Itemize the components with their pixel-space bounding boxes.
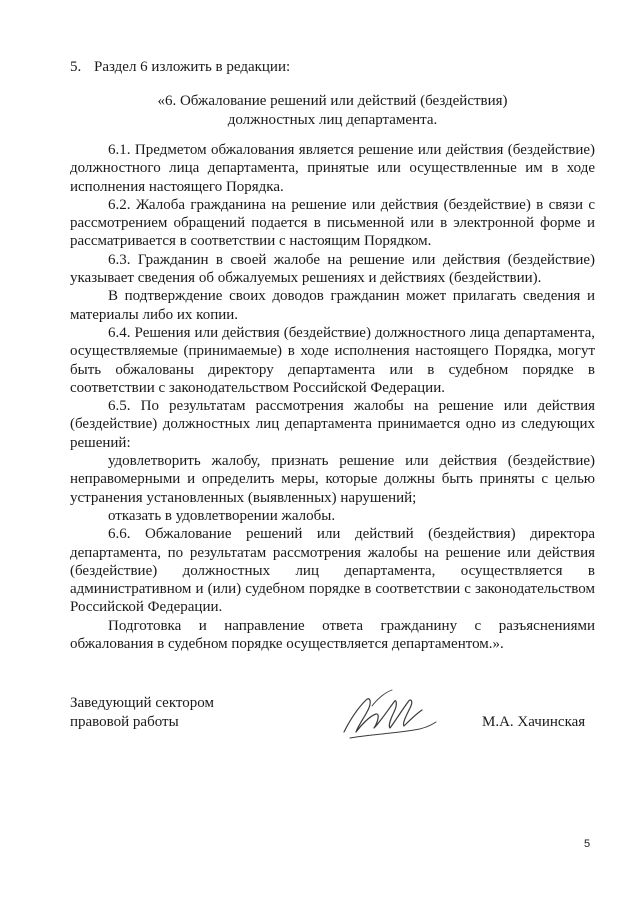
signatory-name: М.А. Хачинская (482, 714, 586, 730)
section-title-line2: должностных лиц департамента. (227, 112, 438, 128)
section-title-line1: «6. Обжалование решений или действий (бездействия) (157, 93, 508, 109)
signatory-position-line1: Заведующий сектором (70, 695, 214, 711)
paragraph-6-4: 6.4. Решения или действия (бездействие) должностного лица департамента, осуществляемые (принимаемые) в ходе исполнения настоящего Порядка, могут быть обжалованы директору департамента или в судебном порядке в соответствии с законодательством Российской Федерации. (70, 324, 595, 396)
paragraph-6-6: 6.6. Обжалование решений или действий (бездействия) директора департамента, по результатам рассмотрения жалобы на решение или действия (бездействие) должностных лиц департамента, осуществляется в административном и (или) судебном порядке в соответствии с законодательством Российской Федерации. (70, 526, 595, 616)
signatory-position (70, 694, 214, 732)
handwritten-signature (336, 680, 446, 750)
paragraph-6-2: 6.2. Жалоба гражданина на решение или действия (бездействие) в связи с рассмотрением обращений подается в письменной или в электронной форме и рассматривается в соответствии с настоящим Порядком. (70, 196, 595, 250)
paragraph-final: Подготовка и направление ответа гражданину с разъяснениями обжалования в судебном порядке осуществляется департаментом.». (70, 617, 595, 653)
page-number: 5 (584, 838, 591, 850)
item-number: 5. (70, 59, 82, 75)
paragraph-6-5-option-1: удовлетворить жалобу, признать решение или действия (бездействие) неправомерными и определить меры, которые должны быть приняты с целью устранения установленных (выявленных) нарушений; (70, 453, 595, 506)
paragraph-6-3: 6.3. Гражданин в своей жалобе на решение или действия (бездействие) указывает сведения об обжалуемых решениях и действиях (бездействии). (70, 251, 595, 287)
item-text: Раздел 6 изложить в редакции: (94, 59, 291, 75)
signatory-position-line2: правовой работы (70, 714, 179, 730)
section-title (70, 92, 595, 130)
paragraph-6-3-supplement: В подтверждение своих доводов гражданин может прилагать сведения и материалы либо их копии. (70, 288, 595, 323)
paragraph-6-1: 6.1. Предметом обжалования является решение или действия (бездействие) должностного лица департамента, принятые или осуществленные им в ходе исполнения настоящего Порядка. (70, 142, 595, 195)
document-body (70, 141, 595, 653)
paragraph-6-5: 6.5. По результатам рассмотрения жалобы на решение или действия (бездействие) должностных лиц департамента принимается одно из следующих решений: (70, 398, 595, 451)
amendment-item (70, 58, 290, 76)
paragraph-6-5-option-2: отказать в удовлетворении жалобы. (108, 507, 336, 524)
